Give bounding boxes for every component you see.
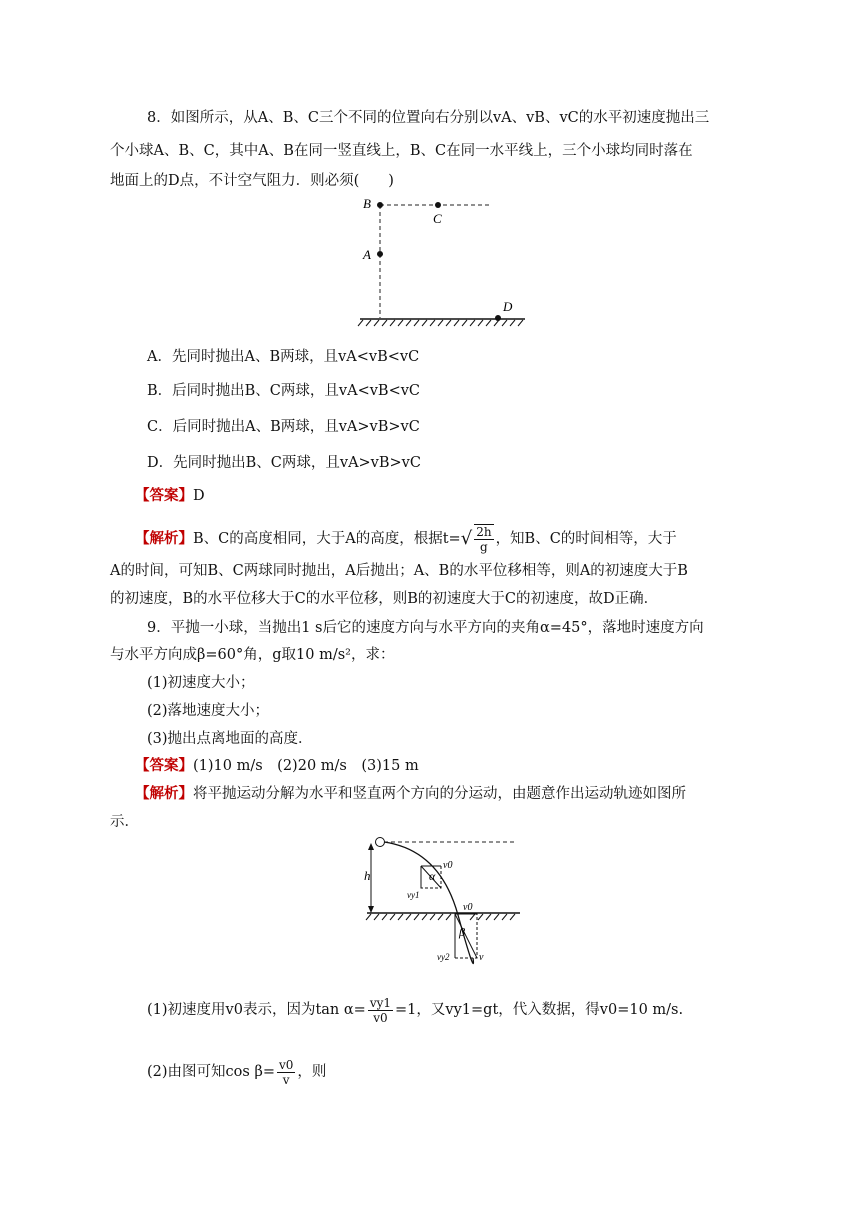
q8-option-c: C．后同时抛出A、B两球，且vA>vB>vC [147, 419, 420, 435]
q8-label-c: C [433, 211, 442, 226]
q8-formula-den: g [480, 540, 488, 554]
q9-sol1-den: v0 [373, 1010, 388, 1025]
q8-stem-line1: 8．如图所示，从A、B、C三个不同的位置向右分别以vA、vB、vC的水平初速度抛出三 [147, 110, 710, 126]
q9-sol1-text-a: (1)初速度用v0表示，因为tan α= [147, 1002, 366, 1018]
q8-formula-num: 2h [476, 525, 492, 539]
q8-analysis-label: 【解析】 [135, 530, 193, 547]
q9-sol2-fraction [277, 1058, 295, 1087]
q8-option-d: D．先同时抛出B、C两球，且vA>vB>vC [147, 455, 421, 471]
q8-stem-line2: 个小球A、B、C，其中A、B在同一竖直线上，B、C在同一水平线上，三个小球均同时落在 [110, 143, 693, 159]
q8-answer-value: D [193, 488, 205, 504]
q8-option-b: B．后同时抛出B、C两球，且vA<vB<vC [147, 383, 420, 399]
q9-analysis-label: 【解析】 [135, 785, 193, 802]
q8-stem-line3: 地面上的D点，不计空气阻力．则必须( ) [110, 173, 394, 189]
q9-solution-2 [147, 1054, 326, 1090]
q8-analysis-line1 [135, 524, 677, 554]
q9-label-beta: β [459, 925, 465, 939]
q9-item-3: (3)抛出点离地面的高度． [147, 731, 313, 747]
q9-sol2-den: v [282, 1072, 290, 1087]
q8-label-a: A [363, 247, 371, 262]
q8-analysis-line2: A的时间，可知B、C两球同时抛出，A后抛出；A、B的水平位移相等，则A的初速度大于B [110, 563, 688, 579]
q8-figure [355, 190, 535, 330]
q9-label-alpha: α [429, 869, 436, 883]
q9-analysis-text1: 将平抛运动分解为水平和竖直两个方向的分运动，由题意作出运动轨迹如图所 [193, 786, 686, 802]
q9-sol1-fraction [368, 996, 393, 1025]
q9-label-v0-top: v0 [443, 860, 453, 871]
q9-analysis-line1 [135, 784, 686, 804]
q9-sol1-num: vy1 [369, 995, 392, 1010]
q8-option-a: A．先同时抛出A、B两球，且vA<vB<vC [147, 349, 420, 365]
q8-analysis-text1b: ，知B、C的时间相等，大于 [495, 531, 677, 547]
q9-label-vy2: vy2 [437, 952, 450, 962]
q8-label-b: B [363, 196, 371, 211]
q9-answer-label: 【答案】 [135, 757, 193, 774]
q8-analysis-text1a: B、C的高度相同，大于A的高度，根据t= [193, 531, 461, 547]
q8-answer-label: 【答案】 [135, 487, 193, 504]
q8-analysis-line3: 的初速度，B的水平位移大于C的水平位移，则B的初速度大于C的初速度，故D正确． [110, 591, 659, 607]
q9-item-2: (2)落地速度大小； [147, 703, 270, 719]
q8-answer [135, 486, 205, 506]
q9-answer-value: (1)10 m/s (2)20 m/s (3)15 m [193, 758, 419, 774]
q9-label-vy1: vy1 [407, 890, 420, 900]
q9-label-v0-bottom: v0 [463, 902, 473, 913]
q9-item-1: (1)初速度大小； [147, 675, 255, 691]
sqrt-symbol: √ [460, 528, 473, 549]
q9-stem-line2: 与水平方向成β=60°角，g取10 m/s²，求： [110, 647, 395, 663]
q9-analysis-line2: 示． [110, 814, 139, 830]
q8-formula-fraction [474, 524, 493, 554]
q9-label-v: v [479, 952, 484, 963]
q9-figure [355, 830, 530, 970]
q9-sol2-num: v0 [278, 1057, 294, 1072]
q9-stem-line1: 9．平抛一小球，当抛出1 s后它的速度方向与水平方向的夹角α=45°，落地时速度方向 [147, 620, 704, 636]
q9-label-h: h [364, 868, 371, 883]
q9-sol2-text-b: ，则 [297, 1064, 327, 1080]
q9-sol2-text-a: (2)由图可知cos β= [147, 1064, 275, 1080]
q9-solution-1 [147, 992, 683, 1028]
q8-label-d: D [503, 299, 513, 314]
q9-answer [135, 756, 419, 776]
q9-sol1-text-b: =1，又vy1=gt，代入数据，得v0=10 m/s. [395, 1002, 684, 1018]
